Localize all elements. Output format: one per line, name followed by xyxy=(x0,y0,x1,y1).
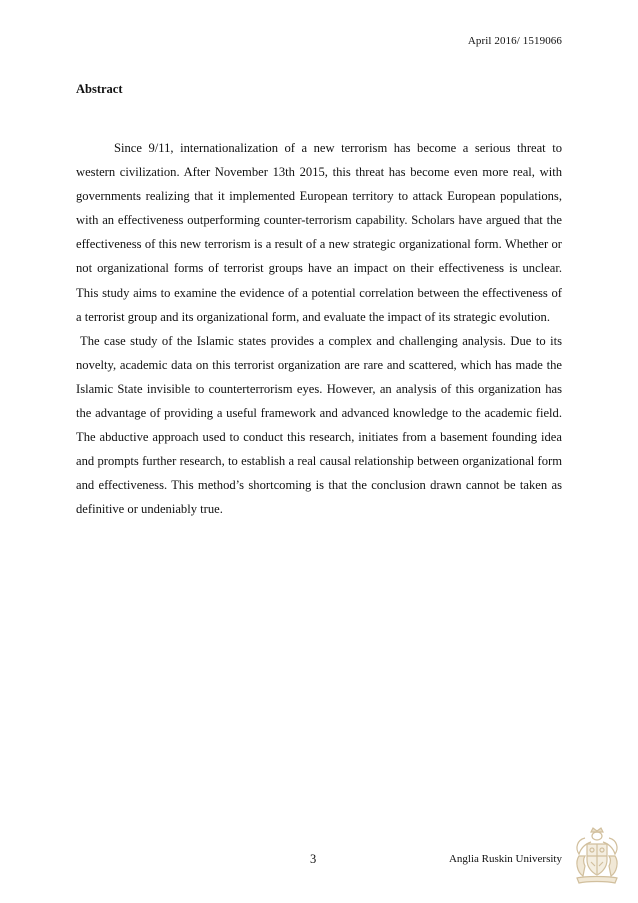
header-date-id: April 2016/ 1519066 xyxy=(467,35,562,47)
abstract-body xyxy=(76,136,562,522)
page-number: 3 xyxy=(310,852,317,866)
abstract-paragraph-2: The case study of the Islamic states provides a complex and challenging analysis. Due to its novelty, academic data on this terrorist organization are rare and scattered, which has made the Islamic State invisible to counterterrorism eyes. However, an analysis of this organization has the advantage of providing a useful framework and advanced knowledge to the academic field. The abductive approach used to conduct this research, initiates from a basement founding idea and prompts further research, to establish a real causal relationship between organizational form and effectiveness. This method’s shortcoming is that the conclusion drawn cannot be taken as definitive or undeniably true. xyxy=(76,333,562,517)
abstract-paragraph-1: Since 9/11, internationalization of a new terrorism has become a serious threat to western civilization. After November 13th 2015, this threat has become even more real, with governments realizing that it implemented European territory to attack European populations, with an effectiveness outperforming counter-terrorism capability. Scholars have argued that the effectiveness of this new terrorism is a result of a new strategic organizational form. Whether or not organizational forms of terrorist groups have an impact on their effectiveness is unclear. This study aims to examine the evidence of a potential correlation between the effectiveness of a terrorist group and its organizational form, and evaluate the impact of its strategic evolution. xyxy=(76,141,562,324)
footer-institution: Anglia Ruskin University xyxy=(448,853,562,865)
section-heading: Abstract xyxy=(76,82,123,96)
university-crest-icon xyxy=(571,826,623,886)
